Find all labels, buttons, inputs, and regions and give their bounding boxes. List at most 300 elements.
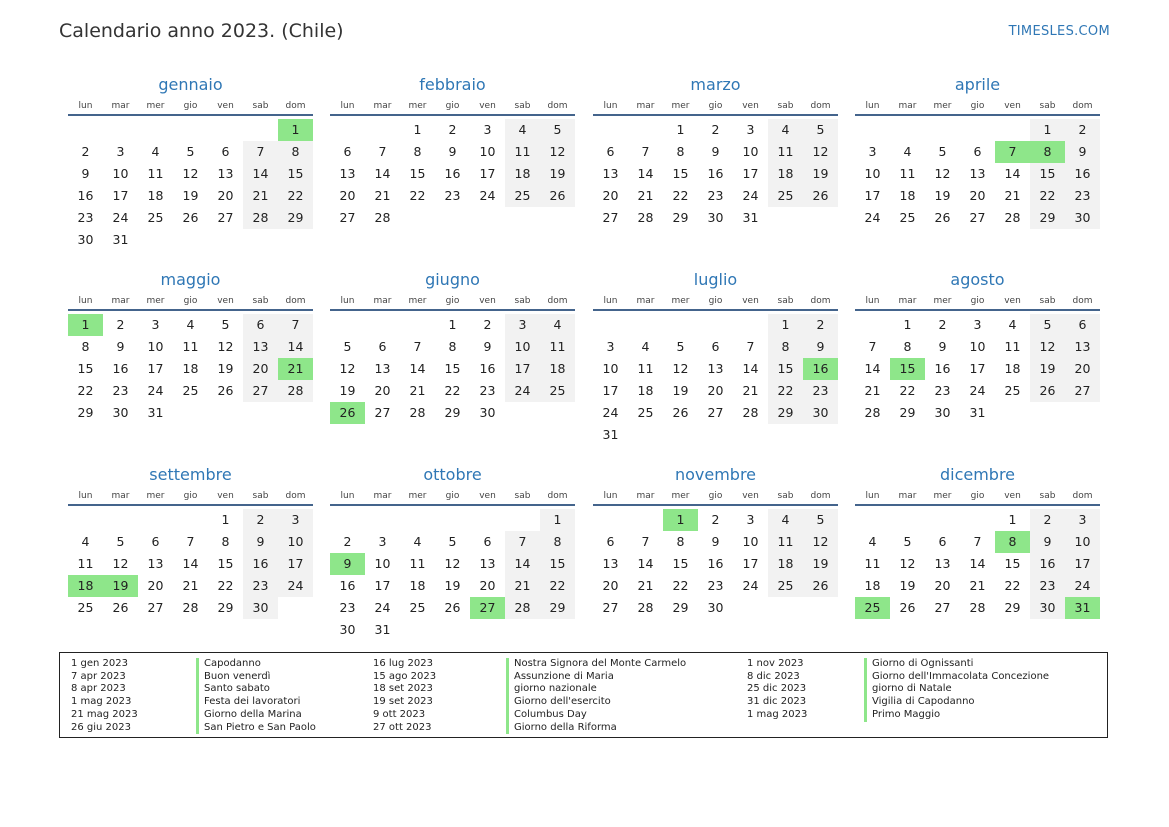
day-cell: 20 [602,188,619,203]
day-cell: 31 [602,427,619,442]
day-cell: 27 [147,600,164,615]
weekday-label: dom [285,296,306,306]
empty-cell [68,509,103,531]
day-cell: 9 [483,339,492,354]
holiday-name: Santo sabato [196,683,316,696]
day-cell: 16 [479,361,496,376]
day-cell: 4 [505,119,540,141]
weekday-label: mar [373,491,392,501]
day-cell: 31 [147,405,164,420]
day-cell: 23 [1065,185,1100,207]
day-cell: 25 [182,383,199,398]
month-dicembre [855,464,1100,619]
day-cell: 19 [217,361,234,376]
day-cell: 17 [112,188,129,203]
day-cell: 24 [505,380,540,402]
day-cell: 10 [112,166,129,181]
day-cell: 28 [374,210,391,225]
holiday-day-cell: 26 [330,402,365,424]
weekday-label: mer [933,491,952,501]
day-cell: 29 [540,597,575,619]
day-cell: 15 [217,556,234,571]
weekday-label: mar [373,296,392,306]
day-cell: 12 [1030,336,1065,358]
day-cell: 26 [1030,380,1065,402]
holiday-name: Giorno della Marina [196,709,316,722]
weekday-label: ven [1004,491,1021,501]
holiday-date: 15 ago 2023 [373,670,437,682]
weekday-header [593,293,838,311]
day-cell: 6 [711,339,720,354]
weekday-label: ven [742,296,759,306]
weekday-label: ven [742,491,759,501]
month-gennaio [68,74,313,251]
weekday-label: gio [445,491,460,501]
weekday-label: lun [78,101,93,111]
weekday-label: sab [252,491,269,501]
day-cell: 12 [899,556,916,571]
day-cell: 2 [243,509,278,531]
day-cell: 15 [444,361,461,376]
holiday-date: 21 mag 2023 [71,708,138,720]
month-settembre [68,464,313,619]
empty-cell [855,119,890,141]
day-cell: 5 [903,534,912,549]
day-cell: 7 [378,144,387,159]
day-cell: 8 [676,144,685,159]
day-cell: 7 [973,534,982,549]
day-cell: 24 [1065,575,1100,597]
day-cell: 30 [112,405,129,420]
holiday-day-cell: 25 [855,597,890,619]
weekday-label: mer [933,101,952,111]
day-cell: 5 [116,534,125,549]
day-cell: 30 [803,402,838,424]
weekday-label: sab [252,101,269,111]
day-cell: 3 [505,314,540,336]
day-cell: 17 [278,553,313,575]
month-marzo [593,74,838,229]
day-cell: 23 [243,575,278,597]
day-cell: 4 [81,534,90,549]
weekday-label: sab [1039,296,1056,306]
day-cell: 1 [413,122,422,137]
weekday-label: lun [78,491,93,501]
empty-cell [925,119,960,141]
weekday-label: mer [146,491,165,501]
weekday-label: mar [898,491,917,501]
day-cell: 28 [864,405,881,420]
holiday-date: 27 ott 2023 [373,721,432,733]
day-cell: 13 [1065,336,1100,358]
day-cell: 24 [864,210,881,225]
holiday-name: giorno nazionale [506,683,686,696]
day-cell: 20 [1065,358,1100,380]
weekday-label: gio [708,101,723,111]
day-cell: 17 [742,166,759,181]
day-cell: 27 [934,600,951,615]
weekday-label: mar [898,296,917,306]
weekday-label: mer [671,101,690,111]
day-cell: 4 [413,534,422,549]
empty-cell [103,119,138,141]
day-cell: 2 [116,317,125,332]
day-cell: 25 [899,210,916,225]
holiday-date: 18 set 2023 [373,683,433,695]
day-cell: 12 [112,556,129,571]
day-cell: 20 [934,578,951,593]
day-cell: 24 [147,383,164,398]
day-cell: 10 [1065,531,1100,553]
day-cell: 28 [409,405,426,420]
weekday-label: ven [1004,101,1021,111]
day-cell: 7 [641,534,650,549]
day-cell: 14 [864,361,881,376]
day-cell: 14 [374,166,391,181]
day-cell: 29 [672,600,689,615]
day-cell: 9 [711,534,720,549]
day-cell: 12 [934,166,951,181]
weekday-label: mar [898,101,917,111]
day-cell: 29 [444,405,461,420]
weekday-label: mer [408,101,427,111]
day-cell: 12 [803,531,838,553]
day-cell: 29 [77,405,94,420]
empty-cell [330,314,365,336]
holiday-day-cell: 8 [995,531,1030,553]
weekday-label: gio [970,101,985,111]
day-cell: 7 [505,531,540,553]
month-name: settembre [149,465,232,484]
day-cell: 18 [864,578,881,593]
holiday-day-cell: 9 [330,553,365,575]
weekday-header [68,293,313,311]
day-cell: 20 [479,578,496,593]
month-name: aprile [954,75,1001,94]
day-cell: 17 [969,361,986,376]
day-grid [593,119,838,229]
holiday-day-cell: 27 [470,597,505,619]
day-cell: 25 [409,600,426,615]
day-cell: 11 [768,141,803,163]
day-cell: 2 [81,144,90,159]
day-cell: 21 [243,185,278,207]
day-cell: 8 [540,531,575,553]
day-cell: 20 [243,358,278,380]
weekday-label: mar [636,101,655,111]
weekday-header [68,98,313,116]
day-cell: 3 [378,534,387,549]
weekday-label: mer [408,491,427,501]
day-cell: 8 [448,339,457,354]
holiday-date: 19 set 2023 [373,696,433,708]
day-cell: 15 [540,553,575,575]
day-cell: 15 [768,358,803,380]
day-cell: 5 [448,534,457,549]
day-cell: 2 [448,122,457,137]
day-cell: 20 [374,383,391,398]
holiday-day-cell: 18 [68,575,103,597]
holiday-dates-column [71,658,138,734]
day-cell: 14 [243,163,278,185]
month-aprile [855,74,1100,229]
day-cell: 6 [221,144,230,159]
day-cell: 30 [1030,597,1065,619]
day-cell: 1 [448,317,457,332]
month-name: maggio [160,270,221,289]
day-cell: 18 [147,188,164,203]
empty-cell [628,509,663,531]
day-cell: 5 [186,144,195,159]
day-cell: 13 [243,336,278,358]
day-cell: 7 [868,339,877,354]
day-cell: 18 [1004,361,1021,376]
day-cell: 23 [707,578,724,593]
empty-cell [330,119,365,141]
month-name: marzo [690,75,741,94]
weekday-label: sab [514,101,531,111]
empty-cell [960,509,995,531]
day-cell: 2 [483,317,492,332]
day-cell: 14 [637,166,654,181]
weekday-label: gio [970,296,985,306]
month-name: novembre [674,465,757,484]
day-cell: 9 [81,166,90,181]
holiday-day-cell: 1 [663,509,698,531]
day-cell: 7 [413,339,422,354]
day-cell: 5 [803,509,838,531]
day-cell: 7 [186,534,195,549]
day-cell: 20 [217,188,234,203]
day-cell: 2 [803,314,838,336]
day-cell: 30 [707,210,724,225]
day-cell: 21 [864,383,881,398]
day-cell: 12 [672,361,689,376]
day-cell: 1 [221,512,230,527]
day-cell: 17 [479,166,496,181]
empty-cell [593,119,628,141]
day-cell: 30 [1065,207,1100,229]
month-luglio [593,269,838,446]
day-cell: 19 [934,188,951,203]
holiday-name: Primo Maggio [864,709,1049,722]
site-link[interactable]: TIMESLES.COM [1008,24,1110,39]
holiday-name: Nostra Signora del Monte Carmelo [506,658,686,671]
day-cell: 26 [540,185,575,207]
day-cell: 9 [116,339,125,354]
day-cell: 29 [217,600,234,615]
weekday-label: ven [217,491,234,501]
weekday-label: gio [183,101,198,111]
weekday-label: ven [479,491,496,501]
holiday-date: 8 apr 2023 [71,683,126,695]
day-cell: 15 [672,556,689,571]
day-cell: 27 [602,600,619,615]
weekday-label: mar [373,101,392,111]
day-cell: 15 [1004,556,1021,571]
day-cell: 1 [768,314,803,336]
empty-cell [925,509,960,531]
day-cell: 23 [479,383,496,398]
month-febbraio [330,74,575,229]
holiday-name: San Pietro e San Paolo [196,722,316,735]
day-cell: 20 [969,188,986,203]
day-cell: 22 [672,578,689,593]
day-cell: 8 [903,339,912,354]
weekday-label: gio [183,491,198,501]
day-cell: 19 [540,163,575,185]
month-name: gennaio [158,75,223,94]
weekday-label: lun [603,296,618,306]
day-cell: 3 [746,512,755,527]
day-cell: 29 [768,402,803,424]
day-cell: 10 [505,336,540,358]
day-cell: 16 [339,578,356,593]
weekday-header [593,98,838,116]
day-cell: 6 [1065,314,1100,336]
day-cell: 7 [746,339,755,354]
day-cell: 18 [540,358,575,380]
day-cell: 19 [803,163,838,185]
day-cell: 14 [637,556,654,571]
holiday-date: 26 giu 2023 [71,721,131,733]
day-cell: 13 [602,556,619,571]
day-cell: 24 [112,210,129,225]
weekday-label: ven [217,296,234,306]
weekday-header [330,98,575,116]
day-cell: 24 [479,188,496,203]
day-cell: 9 [243,531,278,553]
day-cell: 17 [147,361,164,376]
weekday-label: mer [933,296,952,306]
day-cell: 24 [742,578,759,593]
holiday-date: 1 nov 2023 [747,658,804,669]
month-maggio [68,269,313,424]
day-cell: 11 [1004,339,1021,354]
day-cell: 3 [483,122,492,137]
day-cell: 28 [742,405,759,420]
holiday-name: Assunzione di Maria [506,671,686,684]
weekday-label: dom [810,101,831,111]
day-cell: 22 [278,185,313,207]
weekday-header [68,488,313,506]
day-grid [68,509,313,619]
day-cell: 26 [182,210,199,225]
weekday-label: dom [547,491,568,501]
day-cell: 29 [1030,207,1065,229]
day-cell: 18 [182,361,199,376]
weekday-label: lun [340,491,355,501]
day-cell: 6 [483,534,492,549]
weekday-label: sab [252,296,269,306]
weekday-label: sab [777,296,794,306]
day-cell: 10 [969,339,986,354]
day-cell: 25 [1004,383,1021,398]
day-cell: 21 [505,575,540,597]
holiday-dates-column [373,658,436,734]
holiday-names-column [506,658,686,734]
weekday-header [855,488,1100,506]
day-cell: 14 [409,361,426,376]
empty-cell [470,509,505,531]
holiday-name: giorno di Natale [864,683,1049,696]
day-cell: 8 [221,534,230,549]
weekday-label: lun [865,101,880,111]
holiday-day-cell: 7 [995,141,1030,163]
day-cell: 3 [278,509,313,531]
day-cell: 21 [182,578,199,593]
day-cell: 25 [768,185,803,207]
weekday-label: mar [111,101,130,111]
day-cell: 17 [505,358,540,380]
weekday-label: sab [777,491,794,501]
day-cell: 10 [742,144,759,159]
day-cell: 5 [938,144,947,159]
day-cell: 19 [1030,358,1065,380]
day-cell: 11 [864,556,881,571]
day-cell: 22 [217,578,234,593]
day-cell: 12 [217,339,234,354]
day-cell: 8 [81,339,90,354]
day-cell: 3 [151,317,160,332]
day-cell: 2 [711,512,720,527]
holiday-name: Capodanno [196,658,316,671]
weekday-header [330,488,575,506]
day-cell: 27 [602,210,619,225]
weekday-label: mar [111,491,130,501]
weekday-label: dom [1072,296,1093,306]
holiday-name: Giorno di Ognissanti [864,658,1049,671]
day-cell: 15 [1030,163,1065,185]
day-cell: 26 [803,185,838,207]
day-cell: 27 [217,210,234,225]
holiday-names-column [196,658,316,734]
month-name: ottobre [423,465,482,484]
day-cell: 10 [864,166,881,181]
day-cell: 25 [768,575,803,597]
day-cell: 11 [899,166,916,181]
day-cell: 13 [934,556,951,571]
empty-cell [365,314,400,336]
day-cell: 24 [278,575,313,597]
day-cell: 26 [444,600,461,615]
holiday-name: Columbus Day [506,709,686,722]
day-cell: 19 [899,578,916,593]
day-cell: 18 [637,383,654,398]
day-cell: 31 [969,405,986,420]
day-cell: 30 [243,597,278,619]
day-cell: 16 [707,556,724,571]
month-name: febbraio [419,75,486,94]
day-cell: 11 [637,361,654,376]
empty-cell [628,314,663,336]
day-cell: 31 [374,622,391,637]
day-cell: 11 [182,339,199,354]
weekday-label: lun [865,491,880,501]
day-cell: 26 [672,405,689,420]
day-cell: 5 [221,317,230,332]
day-grid [330,509,575,641]
day-cell: 3 [116,144,125,159]
weekday-label: mar [636,491,655,501]
holiday-day-cell: 31 [1065,597,1100,619]
empty-cell [855,314,890,336]
day-cell: 22 [899,383,916,398]
empty-cell [505,509,540,531]
day-cell: 23 [444,188,461,203]
weekday-label: mar [111,296,130,306]
weekday-label: ven [217,101,234,111]
